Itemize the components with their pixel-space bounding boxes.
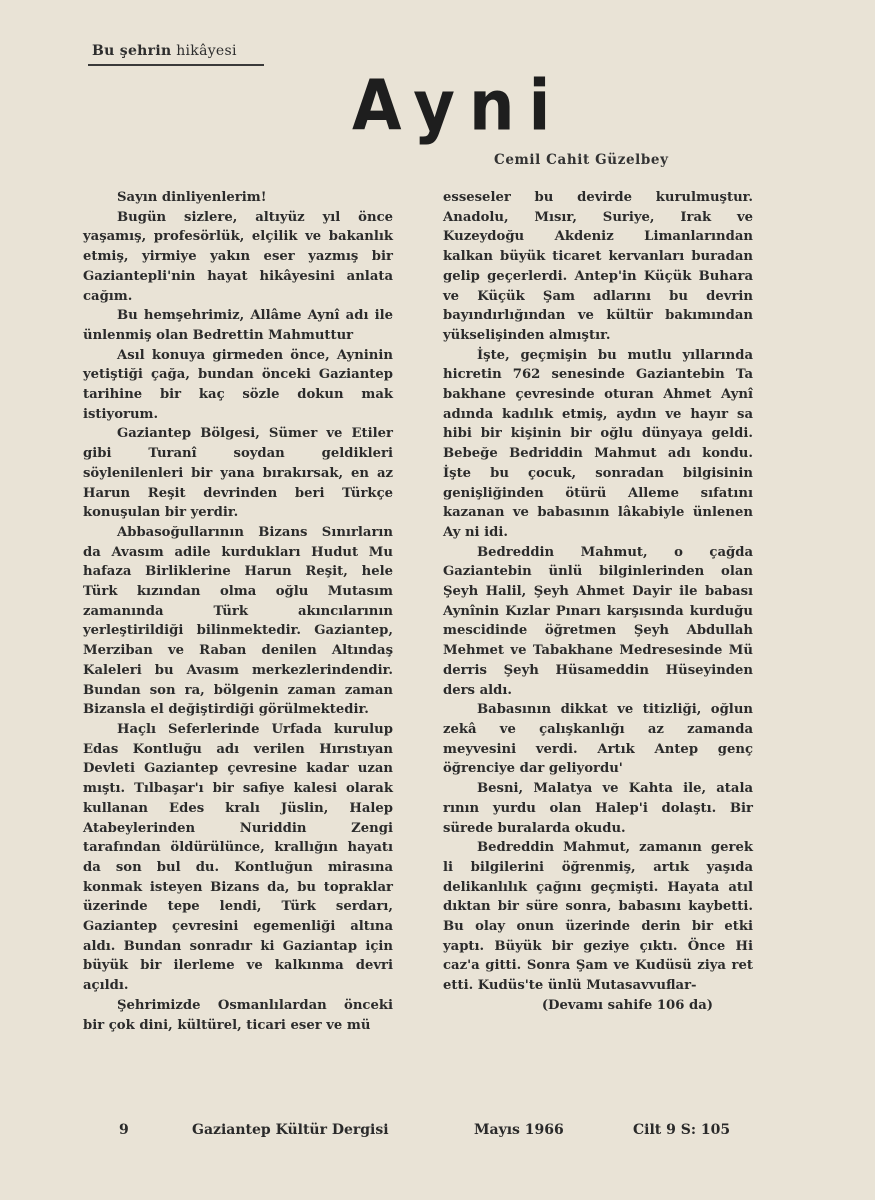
- paragraph: Asıl konuya girmeden önce, Ayninin yetiştiği çağa, bundan önceki Gaziantep tarihine bir kaç sözle dokun mak istiyorum.: [83, 347, 393, 422]
- paragraph: Bu hemşehrimiz, Allâme Aynî adı ile ünlenmiş olan Bedrettin Mahmuttur: [83, 308, 393, 343]
- section-label-rest: hikâyesi: [171, 43, 237, 59]
- paragraph: Bedreddin Mahmut, zamanın gerek li bilgilerini öğrenmiş, artık yaşıda delikanlılık çağını geçmişti. Hayata atıl dıktan bir süre sonra, babasını kaybetti. Bu olay onun üzerinde derin bir etki yaptı. Büyük bir geziye çıktı. Önce Hi caz'a gitti. Sonra Şam ve Kudüsü ziya ret etti. Kudüs'te ünlü Mutasavvuflar-: [443, 840, 753, 994]
- page-footer: [0, 1122, 875, 1144]
- paragraph: Gaziantep Bölgesi, Sümer ve Etiler gibi Turanî soydan geldikleri söylenilenleri bir yana bırakırsak, en az Harun Reşit devrinden beri Türkçe konuşulan bir yerdir.: [83, 426, 393, 521]
- paragraph: esseseler bu devirde kurulmuştur. Anadolu, Mısır, Suriye, Irak ve Kuzeydoğu Akdeniz Limanlarından kalkan büyük ticaret kervanları buradan gelip geçerlerdi. Antep'in Küçük Buhara ve Küçük Şam adlarını bu devrin bayındırlığından ve kültür bakımından yükselişinden almıştır.: [443, 190, 753, 343]
- section-label: [92, 43, 237, 59]
- paragraph: Şehrimizde Osmanlılardan önceki bir çok dini, kültürel, ticari eser ve mü: [83, 997, 393, 1033]
- article-author: Cemil Cahit Güzelbey: [494, 152, 669, 168]
- article-right-column: [443, 188, 753, 1016]
- paragraph: İşte, geçmişin bu mutlu yıllarında hicretin 762 senesinde Gaziantebin Ta bakhane çevresinde oturan Ahmet Aynî adında kadılık etmiş, aydın ve hayır sa hibi bir kişinin bir oğlu dünyaya geldi. Bebeğe Bedriddin Mahmut adı kondu. İşte bu çocuk, sonradan bilgisinin genişliğinden ötürü Alleme sıfatını kazanan ve babasının lâkabiyle ünlenen Ay ni idi.: [443, 347, 753, 540]
- paragraph: Besni, Malatya ve Kahta ile, atala rının yurdu olan Halep'i dolaştı. Bir sürede buralarda okudu.: [443, 781, 753, 836]
- section-rule: [88, 64, 264, 66]
- page-number: 9: [119, 1122, 129, 1138]
- volume-issue: Cilt 9 S: 105: [633, 1122, 731, 1138]
- continuation-note: (Devamı sahife 106 da): [541, 997, 713, 1013]
- paragraph: Bedreddin Mahmut, o çağda Gaziantebin ünlü bilginlerinden olan Şeyh Halil, Şeyh Ahmet Dayir ile babası Aynînin Kızlar Pınarı karşısında kurduğu mescidinde öğretmen Şeyh Abdullah Mehmet ve Tabakhane Medresesinde Mü derris Şeyh Hüsameddin Hüseyinden ders aldı.: [443, 544, 753, 698]
- magazine-name: Gaziantep Kültür Dergisi: [192, 1122, 389, 1138]
- paragraph: Sayın dinliyenlerim!: [117, 190, 267, 205]
- article-left-column: [83, 188, 393, 1035]
- paragraph: Babasının dikkat ve titizliği, oğlun zekâ ve çalışkanlığı az zamanda meyvesini verdi. Artık Antep genç öğrenciye dar geliyordu': [443, 702, 753, 777]
- paragraph: Bugün sizlere, altıyüz yıl önce yaşamış, profesörlük, elçilik ve bakanlık etmiş, yirmiye yakın eser yazmış bir Gaziantepli'nin hayat hikâyesini anlata cağım.: [83, 209, 393, 304]
- article-title: Ayni: [352, 67, 565, 147]
- issue-date: Mayıs 1966: [474, 1122, 564, 1138]
- paragraph: Haçlı Seferlerinde Urfada kurulup Edas Kontluğu adı verilen Hırıstıyan Devleti Gaziantep çevresine kadar uzan mıştı. Tılbaşar'ı bir safiye kalesi olarak kullanan Edes kralı Jüslin, Halep Atabeylerinden Nuriddin Zengi tarafından öldürülünce, krallığın hayatı da son bul du. Kontluğun mirasına konmak isteyen Bizans da, bu topraklar üzerinde tepe lendi, Türk serdarı, Gaziantep çevresini egemenliği altına aldı. Bundan sonradır ki Gaziantap için büyük bir ilerleme ve kalkınma devri açıldı.: [83, 721, 393, 994]
- section-label-bold: Bu şehrin: [92, 43, 172, 59]
- paragraph: Abbasoğullarının Bizans Sınırların da Avasım adile kurdukları Hudut Mu hafaza Birliklerine Harun Reşit, hele Türk kızından olma oğlu Mutasım zamanında Türk akıncılarının yerleştirildiği bilinmektedir. Gaziantep, Merziban ve Raban denilen Altındaş Kaleleri bu Avasım merkezlerindendir. Bundan son ra, bölgenin zaman zaman Bizansla el değiştirdiği görülmektedir.: [83, 524, 393, 718]
